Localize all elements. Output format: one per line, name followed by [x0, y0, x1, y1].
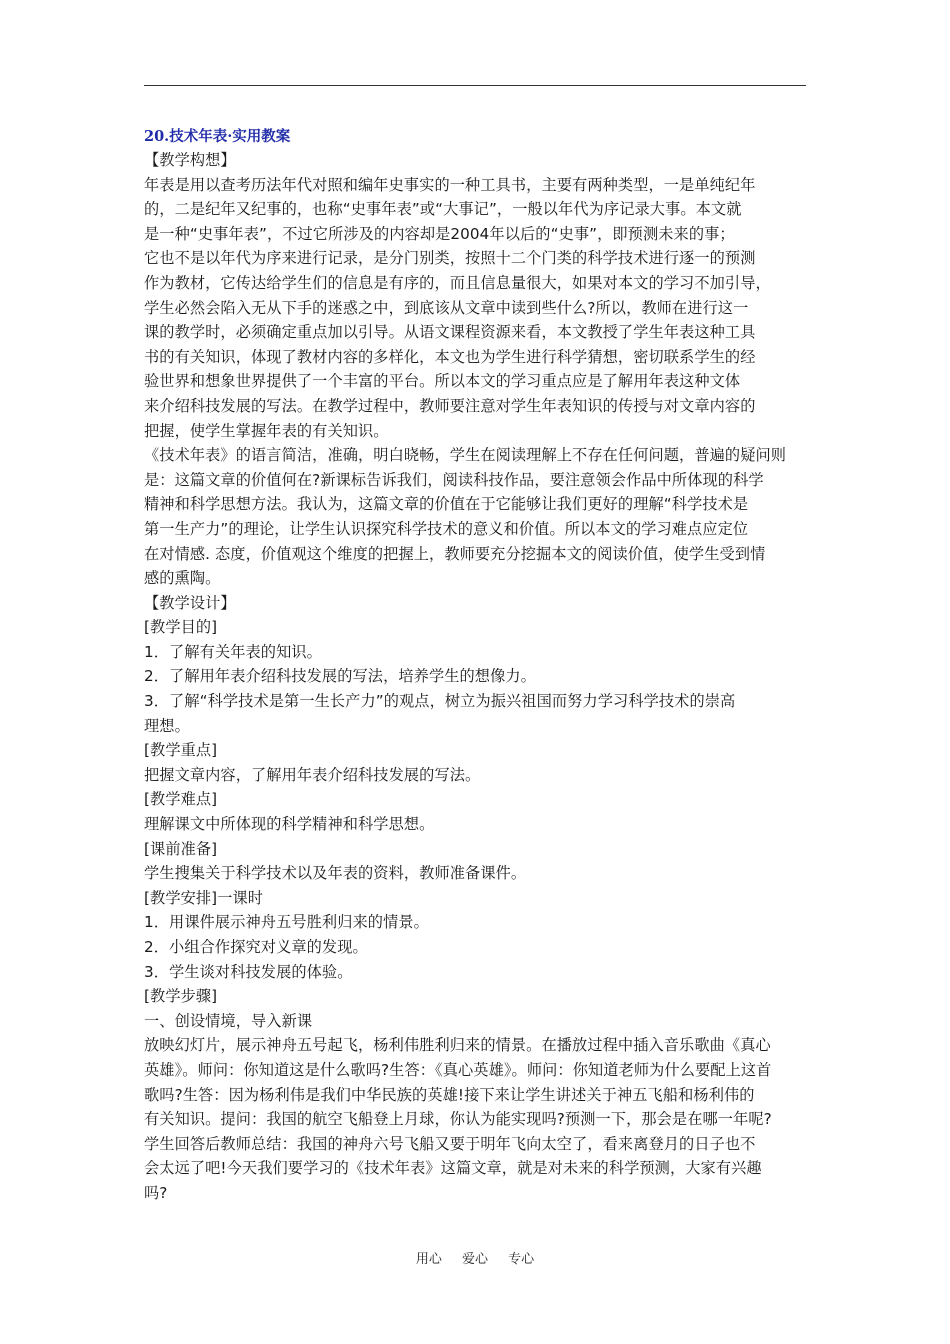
text-line: 吗?: [144, 1183, 168, 1202]
text-line: 2．了解用年表介绍科技发展的写法，培养学生的想像力。: [144, 667, 536, 686]
text-line: 学生必然会陷入无从下手的迷惑之中，到底该从文章中读到些什么?所以，教师在进行这一: [144, 298, 749, 317]
text-line: 的，二是纪年又纪事的，也称“史事年表”或“大事记”，一般以年代为序记录大事。本文就: [144, 200, 742, 219]
text-line: 会太远了吧!今天我们要学习的《技术年表》这篇文章，就是对未来的科学预测，大家有兴趣: [144, 1159, 762, 1178]
document-lines: [144, 148, 808, 1206]
text-line: 把握，使学生掌握年表的有关知识。: [144, 421, 389, 440]
text-line: 理想。: [144, 716, 190, 735]
text-line: 验世界和想象世界提供了一个丰富的平台。所以本文的学习重点应是了解用年表这种文体: [144, 372, 741, 391]
text-line: [教学难点]: [144, 790, 218, 809]
text-line: 书的有关知识，体现了教材内容的多样化，本文也为学生进行科学猜想，密切联系学生的经: [144, 347, 756, 366]
text-line: 感的熏陶。: [144, 569, 221, 588]
text-line: 1．了解有关年表的知识。: [144, 642, 322, 661]
text-line: 是：这篇文章的价值何在?新课标告诉我们，阅读科技作品，要注意领会作品中所体现的科学: [144, 470, 764, 489]
text-line: [课前准备]: [144, 839, 218, 858]
text-line: 是一种“史事年表”，不过它所涉及的内容却是2004年以后的“史事”，即预测未来的事；: [144, 224, 735, 243]
text-line: 放映幻灯片，展示神舟五号起飞，杨利伟胜利归来的情景。在播放过程中插入音乐歌曲《真心: [144, 1036, 771, 1055]
text-line: 课的教学时，必须确定重点加以引导。从语文课程资源来看，本文教授了学生年表这种工具: [144, 323, 756, 342]
text-line: 【教学设计】: [144, 593, 236, 612]
header-rule: [144, 85, 806, 86]
text-line: 【教学构想】: [144, 151, 236, 169]
text-line: 作为教材，它传达给学生们的信息是有序的，而且信息量很大，如果对本文的学习不加引导，: [144, 273, 771, 292]
text-line: 年表是用以查考历法年代对照和编年史事实的一种工具书，主要有两种类型，一是单纯纪年: [144, 175, 756, 194]
text-line: 学生回答后教师总结：我国的神舟六号飞船又要于明年飞向太空了，看来离登月的日子也不: [144, 1134, 756, 1153]
text-line: 有关知识。提问：我国的航空飞船登上月球，你认为能实现吗?预测一下，那会是在哪一年呢?: [144, 1110, 772, 1129]
text-line: 精神和科学思想方法。我认为，这篇文章的价值在于它能够让我们更好的理解“科学技术是: [144, 495, 749, 514]
text-line: [教学目的]: [144, 618, 218, 637]
text-line: 第一生产力”的理论，让学生认识探究科学技术的意义和价值。所以本文的学习难点应定位: [144, 519, 749, 538]
document-title: 20.技术年表·实用教案: [144, 128, 291, 145]
text-line: 3．了解“科学技术是第一生长产力”的观点，树立为振兴祖国而努力学习科学技术的崇高: [144, 692, 736, 711]
text-line: 理解课文中所体现的科学精神和科学思想。: [144, 815, 435, 834]
text-line: [教学步骤]: [144, 987, 218, 1006]
text-line: 1．用课件展示神舟五号胜利归来的情景。: [144, 913, 429, 932]
text-line: 在对情感. 态度，价值观这个维度的把握上，教师要充分挖掘本文的阅读价值，使学生受到情: [144, 544, 766, 563]
text-line: 来介绍科技发展的写法。在教学过程中，教师要注意对学生年表知识的传授与对文章内容的: [144, 396, 756, 415]
text-line: 一、创设情境，导入新课: [144, 1011, 313, 1030]
text-line: 歌吗?生答：因为杨利伟是我们中华民族的英雄!接下来让学生讲述关于神五飞船和杨利伟的: [144, 1085, 755, 1104]
text-line: 它也不是以年代为序来进行记录，是分门别类，按照十二个门类的科学技术进行逐一的预测: [144, 249, 756, 268]
document-body: [144, 126, 808, 1206]
text-line: 2．小组合作探究对义章的发现。: [144, 938, 368, 956]
text-line: 3．学生谈对科技发展的体验。: [144, 962, 353, 981]
text-line: [教学重点]: [144, 741, 218, 760]
text-line: 把握文章内容，了解用年表介绍科技发展的写法。: [144, 765, 481, 784]
text-line: 《技术年表》的语言简洁，准确，明白晓畅，学生在阅读理解上不存在任何问题，普遍的疑问则: [144, 446, 787, 465]
text-line: 学生搜集关于科学技术以及年表的资料，教师准备课件。: [144, 864, 527, 883]
page-footer: 用心 爱心 专心: [415, 1252, 535, 1267]
text-line: 英雄》。师问：你知道这是什么歌吗?生答：《真心英雄》。师问：你知道老师为什么要配上这首: [144, 1060, 772, 1079]
text-line: [教学安排]一课时: [144, 888, 264, 907]
